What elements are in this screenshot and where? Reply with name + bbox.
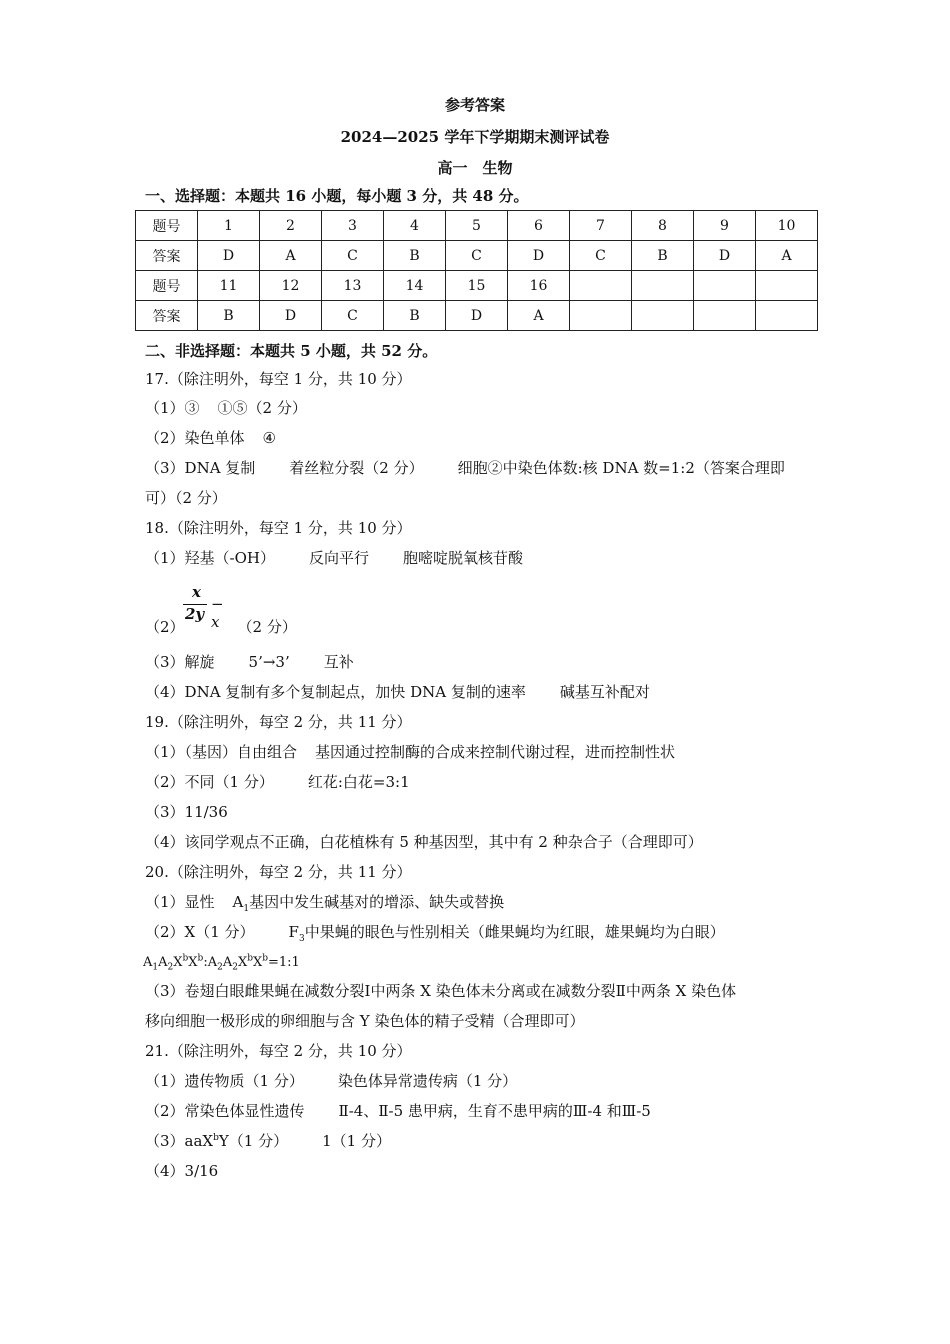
answer-text: （1）显性: [145, 893, 215, 911]
q21-part2: [145, 1101, 651, 1121]
table-cell: [632, 271, 694, 301]
answer-text: （2）不同（1 分）: [145, 773, 274, 791]
q21-part4: （4）3/16: [145, 1162, 219, 1180]
answer-text: 胞嘧啶脱氧核苷酸: [403, 549, 524, 567]
table-cell: 8: [632, 211, 694, 241]
fraction-numerator: x: [192, 583, 201, 601]
table-cell: 9: [694, 211, 756, 241]
table-cell: 13: [322, 271, 384, 301]
table-cell: 10: [756, 211, 818, 241]
answer-text: （3）解旋: [145, 653, 215, 671]
q20-head: 20.（除注明外，每空 2 分，共 11 分）: [145, 863, 412, 881]
section2-title: 二、非选择题：本题共 5 小题，共 52 分。: [145, 342, 438, 360]
answer-text: （2）常染色体显性遗传: [145, 1102, 305, 1120]
table-cell: 7: [570, 211, 632, 241]
q21-part1: [145, 1071, 517, 1091]
answer-text: 反向平行: [309, 549, 370, 567]
section1-title: 一、选择题：本题共 16 小题，每小题 3 分，共 48 分。: [145, 187, 529, 205]
page-title: 参考答案: [444, 96, 505, 114]
table-cell: D: [260, 301, 322, 331]
table-cell: C: [570, 241, 632, 271]
answer-text: Y（1 分）: [218, 1132, 289, 1150]
table-row: [136, 211, 818, 241]
table-cell: 5: [446, 211, 508, 241]
gene-symbol: $A_1$: [232, 893, 250, 914]
q21-part3: （3）aaX$^b$Y（1 分） 1（1 分）: [145, 1132, 391, 1150]
table-cell: 3: [322, 211, 384, 241]
answer-text: 红花:白花=3:1: [307, 773, 410, 791]
q17-head: 17.（除注明外，每空 1 分，共 10 分）: [145, 370, 412, 388]
answer-text: （1）③: [145, 399, 200, 417]
table-cell: D: [446, 301, 508, 331]
table-cell: A: [508, 301, 570, 331]
q18-part1: [145, 548, 523, 568]
table-cell: [570, 301, 632, 331]
table-cell: [694, 301, 756, 331]
fraction-rest: − x: [211, 595, 224, 631]
table-cell: [570, 271, 632, 301]
answer-text: （2 分）: [237, 618, 297, 636]
answer-table: [135, 210, 818, 331]
table-cell: 12: [260, 271, 322, 301]
q18-head: 18.（除注明外，每空 1 分，共 10 分）: [145, 519, 412, 537]
table-cell: B: [632, 241, 694, 271]
q17-part3: [145, 458, 785, 478]
table-cell: 题号: [136, 271, 198, 301]
table-row: [136, 301, 818, 331]
answer-text: （1）（基因）自由组合: [145, 743, 298, 761]
table-cell: 答案: [136, 241, 198, 271]
table-row: [136, 241, 818, 271]
table-cell: 15: [446, 271, 508, 301]
q20-part3: （3）卷翅白眼雌果蝇在减数分裂Ⅰ中两条 X 染色体未分离或在减数分裂Ⅱ中两条 X 染色体: [145, 982, 737, 1000]
table-cell: 题号: [136, 211, 198, 241]
answer-text: 5’→3’: [248, 653, 290, 671]
q20-genotype-ratio: $A_1A_2X^bX^b:A_2A_2X^bX^b=1:1$: [143, 953, 300, 973]
table-cell: 11: [198, 271, 260, 301]
table-cell: A: [260, 241, 322, 271]
answer-text: 基因通过控制酶的合成来控制代谢过程，进而控制性状: [315, 743, 676, 761]
table-cell: 14: [384, 271, 446, 301]
table-cell: [694, 271, 756, 301]
table-cell: B: [198, 301, 260, 331]
answer-text: 着丝粒分裂（2 分）: [289, 459, 424, 477]
answer-text: 中果蝇的眼色与性别相关（雌果蝇均为红眼，雄果蝇均为白眼）: [304, 923, 725, 941]
answer-text: ④: [262, 429, 276, 447]
answer-text: 1（1 分）: [322, 1132, 391, 1150]
table-cell: D: [508, 241, 570, 271]
table-cell: 4: [384, 211, 446, 241]
q19-part3: （3）11/36: [145, 803, 228, 821]
table-cell: 16: [508, 271, 570, 301]
table-cell: 6: [508, 211, 570, 241]
answer-text: 互补: [323, 653, 354, 671]
table-cell: C: [322, 301, 384, 331]
q19-head: 19.（除注明外，每空 2 分，共 11 分）: [145, 713, 412, 731]
answer-text: ①⑤（2 分）: [217, 399, 307, 417]
q20-part2: [145, 922, 725, 942]
q19-part1: [145, 742, 675, 762]
answer-text: 碱基互补配对: [559, 683, 650, 701]
table-cell: 2: [260, 211, 322, 241]
answer-text: Ⅱ-4、Ⅱ-5 患甲病，生育不患甲病的Ⅲ-4 和Ⅲ-5: [338, 1102, 651, 1120]
q17-part2: [145, 428, 276, 448]
answer-text: 染色体异常遗传病（1 分）: [337, 1072, 518, 1090]
q18-part2: [145, 617, 297, 637]
answer-text: （2）: [145, 618, 185, 636]
table-cell: 答案: [136, 301, 198, 331]
table-cell: [756, 301, 818, 331]
answer-text: 基因中发生碱基对的增添、缺失或替换: [249, 893, 505, 911]
q18-part3: [145, 652, 354, 672]
subject-title: 高一 生物: [437, 159, 513, 177]
table-cell: 1: [198, 211, 260, 241]
answer-text: （1）羟基（-OH）: [145, 549, 275, 567]
table-cell: D: [198, 241, 260, 271]
answer-text: （3）DNA 复制: [145, 459, 256, 477]
answer-text: 细胞②中染色体数:核 DNA 数=1:2（答案合理即: [457, 459, 785, 477]
q17-part1: [145, 398, 307, 418]
q20-part1: [145, 892, 504, 912]
table-cell: [632, 301, 694, 331]
table-cell: C: [446, 241, 508, 271]
table-cell: C: [322, 241, 384, 271]
answer-text: （2）X（1 分）: [145, 923, 255, 941]
table-cell: D: [694, 241, 756, 271]
q19-part2: [145, 772, 410, 792]
fraction-denominator: 2y: [185, 605, 205, 623]
table-row: [136, 271, 818, 301]
q19-part4: （4）该同学观点不正确，白花植株有 5 种基因型，其中有 2 种杂合子（合理即可）: [145, 833, 703, 851]
answer-text: （2）染色单体: [145, 429, 245, 447]
q21-head: 21.（除注明外，每空 2 分，共 10 分）: [145, 1042, 412, 1060]
q20-part3-cont: 移向细胞一极形成的卵细胞与含 Y 染色体的精子受精（合理即可）: [145, 1012, 585, 1030]
answer-text: （4）DNA 复制有多个复制起点，加快 DNA 复制的速率: [145, 683, 526, 701]
q17-part3-cont: 可）（2 分）: [145, 489, 227, 507]
q18-part4: [145, 682, 650, 702]
answer-text: （3）aaX: [145, 1132, 214, 1150]
table-cell: A: [756, 241, 818, 271]
table-cell: B: [384, 241, 446, 271]
answer-text: （1）遗传物质（1 分）: [145, 1072, 304, 1090]
generation-symbol: $F_3$: [288, 923, 305, 944]
exam-title: 2024—2025 学年下学期期末测评试卷: [340, 128, 610, 146]
table-cell: [756, 271, 818, 301]
table-cell: B: [384, 301, 446, 331]
